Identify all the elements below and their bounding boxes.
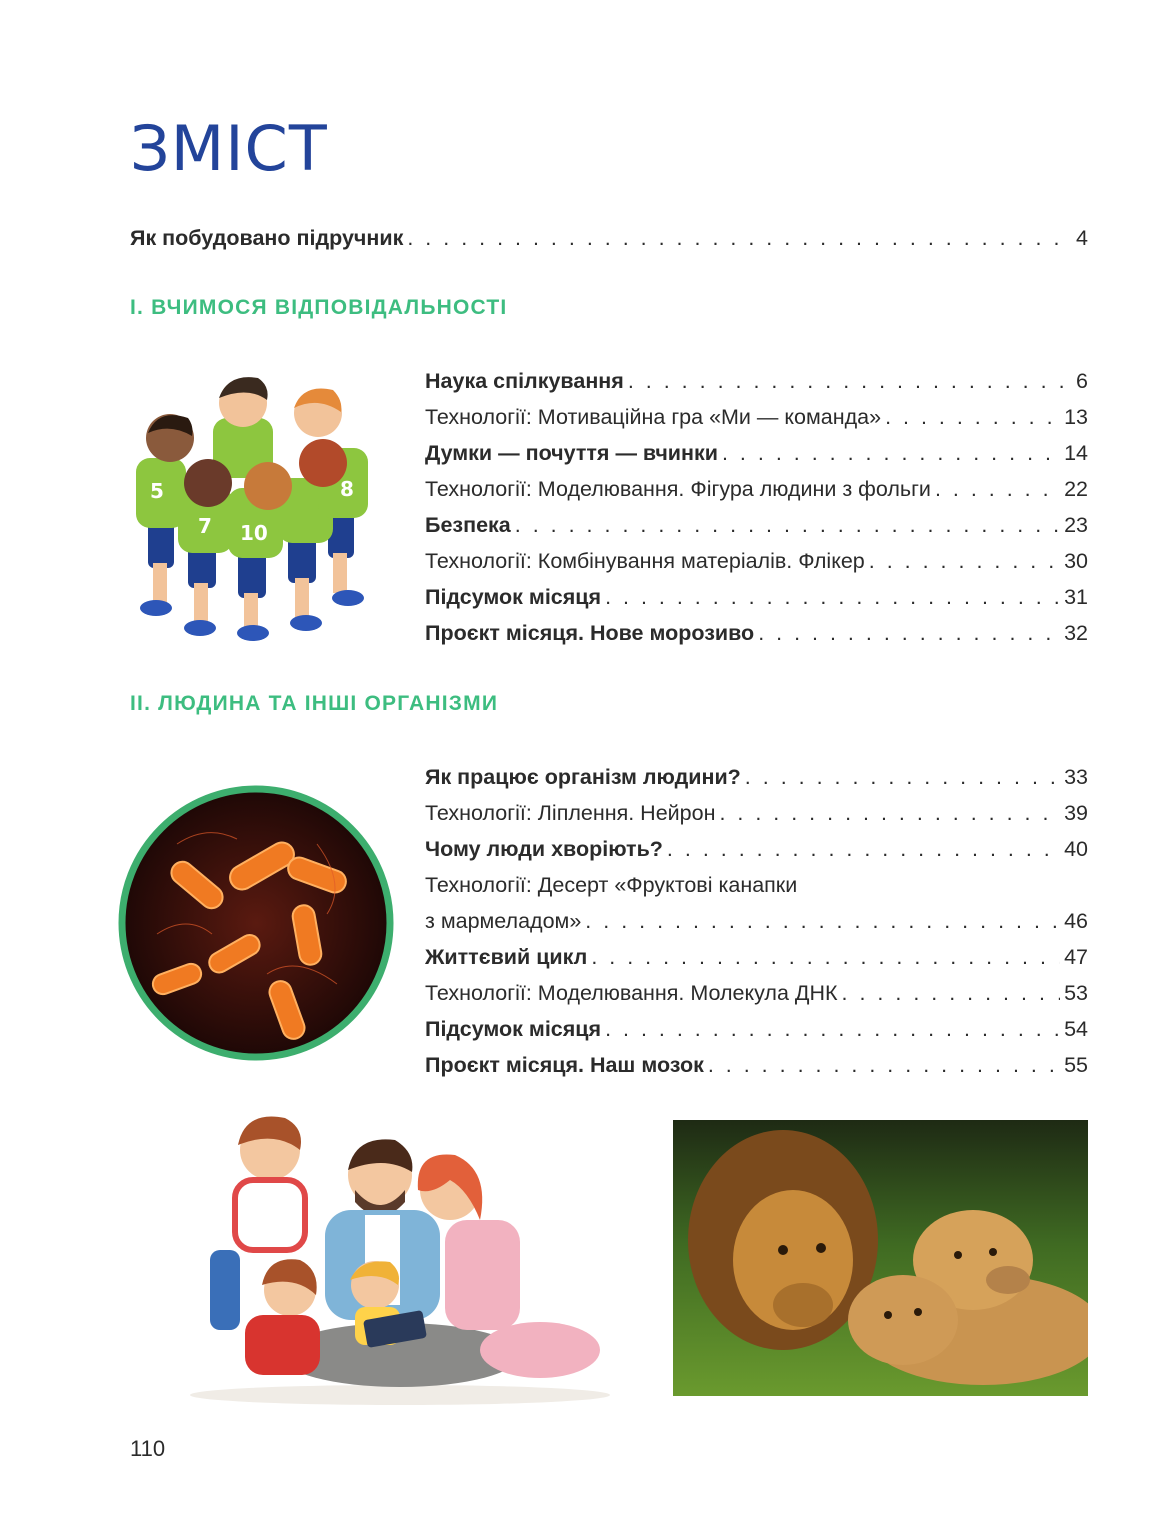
toc-entry-label: Як працює організм людини? [425, 765, 741, 789]
dot-leader [407, 225, 1072, 251]
toc-entry[interactable] [425, 908, 1088, 934]
bacteria-icon [117, 784, 395, 1062]
toc-entry-label: Проєкт місяця. Наш мозок [425, 1053, 704, 1077]
toc-entry-page: 30 [1064, 549, 1088, 573]
toc-entry-page: 33 [1064, 765, 1088, 789]
toc-entry[interactable] [425, 512, 1088, 538]
lions-icon [673, 1120, 1088, 1396]
toc-entry-label: з мармеладом» [425, 909, 582, 933]
family-illustration [150, 1110, 650, 1410]
dot-leader [591, 944, 1060, 970]
dot-leader [605, 584, 1060, 610]
children-team-icon [128, 368, 378, 648]
dot-leader [869, 548, 1060, 574]
svg-text:8: 8 [340, 477, 354, 501]
dot-leader [585, 908, 1060, 934]
toc-entry-intro[interactable] [130, 225, 1088, 251]
toc-entry[interactable] [425, 584, 1088, 610]
page-number: 110 [130, 1436, 166, 1461]
toc-entry-label: Технології: Моделювання. Молекула ДНК [425, 981, 838, 1005]
toc-entry-page: 40 [1064, 837, 1088, 861]
toc-entry[interactable] [425, 476, 1088, 502]
toc-entry-page: 39 [1064, 801, 1088, 825]
toc-entry-label: Безпека [425, 513, 511, 537]
dot-leader [605, 1016, 1060, 1042]
dot-leader [745, 764, 1060, 790]
toc-entry-label: Технології: Мотиваційна гра «Ми — команда» [425, 405, 882, 429]
toc-entry-page: 55 [1064, 1053, 1088, 1077]
bacteria-illustration [117, 784, 395, 1062]
toc-entry-page: 23 [1064, 513, 1088, 537]
toc-entry-page: 54 [1064, 1017, 1088, 1041]
toc-entry-label: Наука спілкування [425, 369, 624, 393]
toc-entry-label: Підсумок місяця [425, 1017, 602, 1041]
toc-entry[interactable] [425, 764, 1088, 790]
toc-entry-label: Чому люди хворіють? [425, 837, 663, 861]
children-team-illustration [128, 368, 378, 648]
toc-entry[interactable] [425, 800, 1088, 826]
dot-leader [722, 440, 1060, 466]
toc-entry-label: Технології: Моделювання. Фігура людини з фольги [425, 477, 931, 501]
toc-entry[interactable] [425, 980, 1088, 1006]
dot-leader [628, 368, 1072, 394]
toc-entry-label: Проєкт місяця. Нове морозиво [425, 621, 755, 645]
dot-leader [515, 512, 1060, 538]
toc-entry[interactable] [425, 836, 1088, 862]
toc-entry-label: Технології: Комбінування матеріалів. Флікер [425, 549, 865, 573]
svg-text:7: 7 [198, 514, 212, 538]
toc-entry-page: 4 [1076, 226, 1088, 250]
svg-text:5: 5 [150, 479, 164, 503]
dot-leader [708, 1052, 1060, 1078]
family-with-tablet-icon [150, 1110, 650, 1410]
toc-entry-page: 47 [1064, 945, 1088, 969]
toc-entry-page: 22 [1064, 477, 1088, 501]
toc-entry-label: Як побудовано підручник [130, 226, 404, 250]
toc-entry-label: Технології: Ліплення. Нейрон [425, 801, 716, 825]
dot-leader [758, 620, 1060, 646]
toc-entry[interactable] [425, 1052, 1088, 1078]
toc-entry-page: 6 [1076, 369, 1088, 393]
toc-entry[interactable] [425, 440, 1088, 466]
toc-entry-page: 31 [1064, 585, 1088, 609]
toc-entry[interactable] [425, 1016, 1088, 1042]
lions-photo [673, 1120, 1088, 1396]
toc-entry-page: 53 [1064, 981, 1088, 1005]
svg-text:10: 10 [240, 521, 268, 545]
dot-leader [667, 836, 1060, 862]
toc-entry[interactable] [425, 944, 1088, 970]
toc-entry[interactable] [425, 620, 1088, 646]
toc-entry-label-line1[interactable]: Технології: Десерт «Фруктові канапки [425, 873, 798, 897]
dot-leader [935, 476, 1060, 502]
toc-entry[interactable] [425, 404, 1088, 430]
toc-entry[interactable] [425, 548, 1088, 574]
toc-entry-page: 32 [1064, 621, 1088, 645]
toc-entry-page: 13 [1064, 405, 1088, 429]
page-title: ЗМІСТ [130, 112, 328, 185]
section-heading-2: ІІ. ЛЮДИНА ТА ІНШІ ОРГАНІЗМИ [130, 692, 499, 715]
section-heading-1: І. ВЧИМОСЯ ВІДПОВІДАЛЬНОСТІ [130, 296, 508, 319]
toc-entry-page: 46 [1064, 909, 1088, 933]
toc-entry[interactable] [425, 368, 1088, 394]
toc-entry-page: 14 [1064, 441, 1088, 465]
toc-entry-label: Підсумок місяця [425, 585, 602, 609]
toc-entry-label: Думки — почуття — вчинки [425, 441, 718, 465]
dot-leader [885, 404, 1060, 430]
toc-entry-label: Життєвий цикл [425, 945, 588, 969]
dot-leader [719, 800, 1060, 826]
dot-leader [842, 980, 1061, 1006]
